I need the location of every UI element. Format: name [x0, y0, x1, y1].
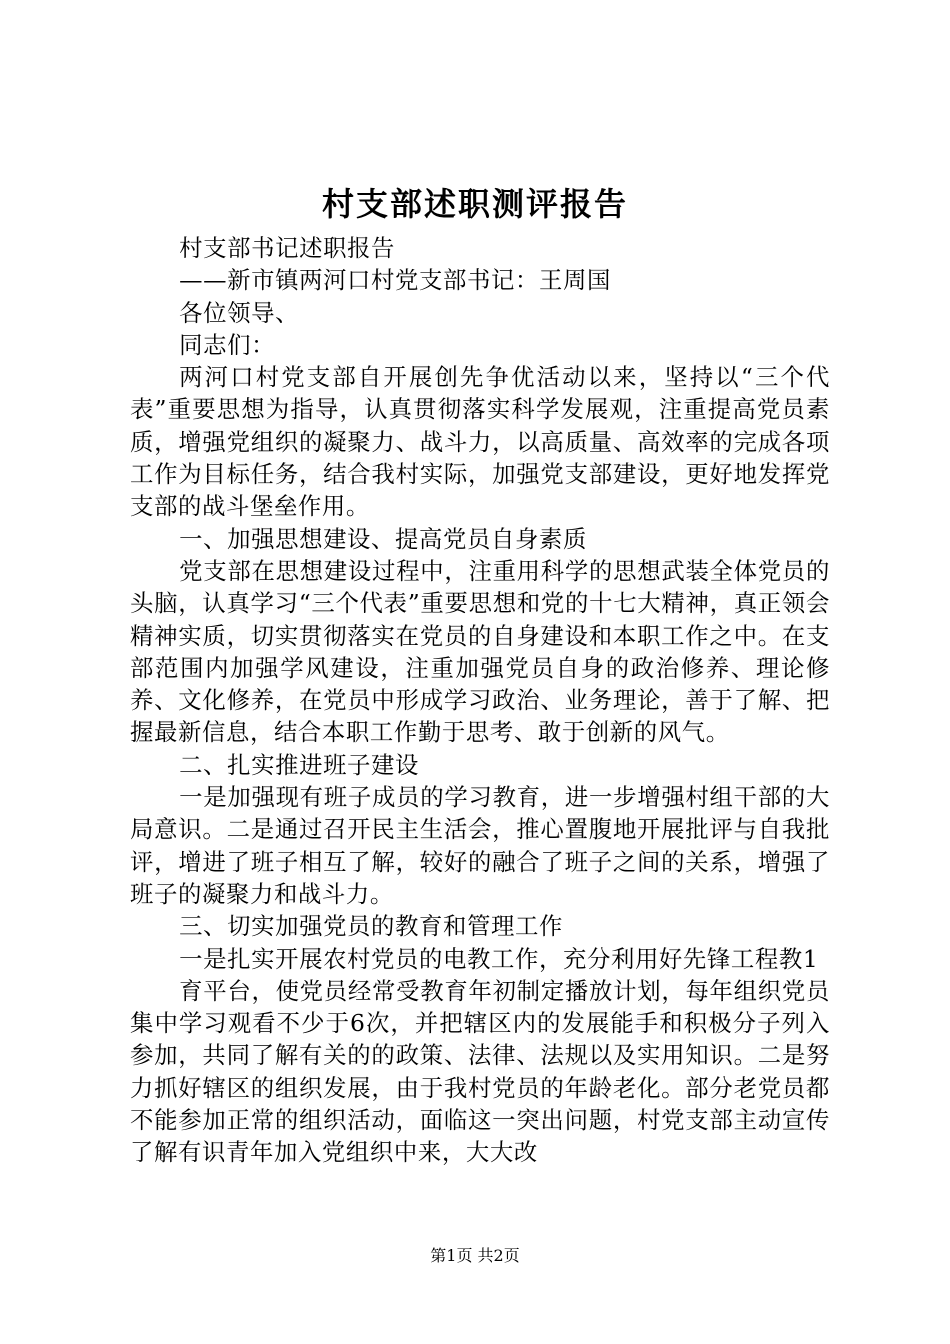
- paragraph-thought-building: 党支部在思想建设过程中，注重用科学的思想武装全体党员的头脑，认真学习“三个代表”重要思想和党的十七大精神，真正领会精神实质，切实贯彻落实在党员的自身建设和本职工作之中。在支部范围内加强学风建设，注重加强党员自身的政治修养、理论修养、文化修养，在党员中形成学习政治、业务理论，善于了解、把握最新信息，结合本职工作勤于思考、敢于创新的风气。: [130, 556, 830, 747]
- author-line: ——新市镇两河口村党支部书记：王周国: [179, 266, 611, 295]
- document-body: [130, 232, 830, 1169]
- paragraph-team-building: 一是加强现有班子成员的学习教育，进一步增强村组干部的大局意识。二是通过召开民主生活会，推心置腹地开展批评与自我批评，增进了班子相互了解，较好的融合了班子之间的关系，增强了班子的凝聚力和战斗力。: [130, 783, 830, 908]
- page-number: 第1页 共2页: [430, 1246, 520, 1265]
- section-heading-3: 三、切实加强党员的教育和管理工作: [179, 912, 563, 941]
- salutation-line: 各位领导、: [179, 298, 300, 327]
- document-title: 村支部述职测评报告: [321, 185, 628, 223]
- subtitle-line: 村支部书记述职报告: [179, 234, 396, 262]
- paragraph-education-2: 育平台，使党员经常受教育年初制定播放计划，每年组织党员集中学习观看不少于6次，并把辖区内的发展能手和积极分子列入参加，共同了解有关的的政策、法律、法规以及实用知识。二是努力抓好辖区的组织发展，由于我村党员的年龄老化。部分老党员都不能参加正常的组织活动，面临这一突出问题，村党支部主动宣传了解有识青年加入党组织中来，大大改: [130, 976, 830, 1167]
- section-heading-2: 二、扎实推进班子建设: [179, 750, 420, 779]
- salutation-line: 同志们：: [179, 330, 276, 359]
- section-heading-1: 一、加强思想建设、提高党员自身素质: [179, 524, 587, 553]
- paragraph-intro: 两河口村党支部自开展创先争优活动以来，坚持以“三个代表”重要思想为指导，认真贯彻落实科学发展观，注重提高党员素质，增强党组织的凝聚力、战斗力，以高质量、高效率的完成各项工作为目标任务，结合我村实际，加强党支部建设，更好地发挥党支部的战斗堡垒作用。: [130, 363, 830, 521]
- paragraph-education-1: 一是扎实开展农村党员的电教工作，充分利用好先锋工程教1: [179, 944, 819, 973]
